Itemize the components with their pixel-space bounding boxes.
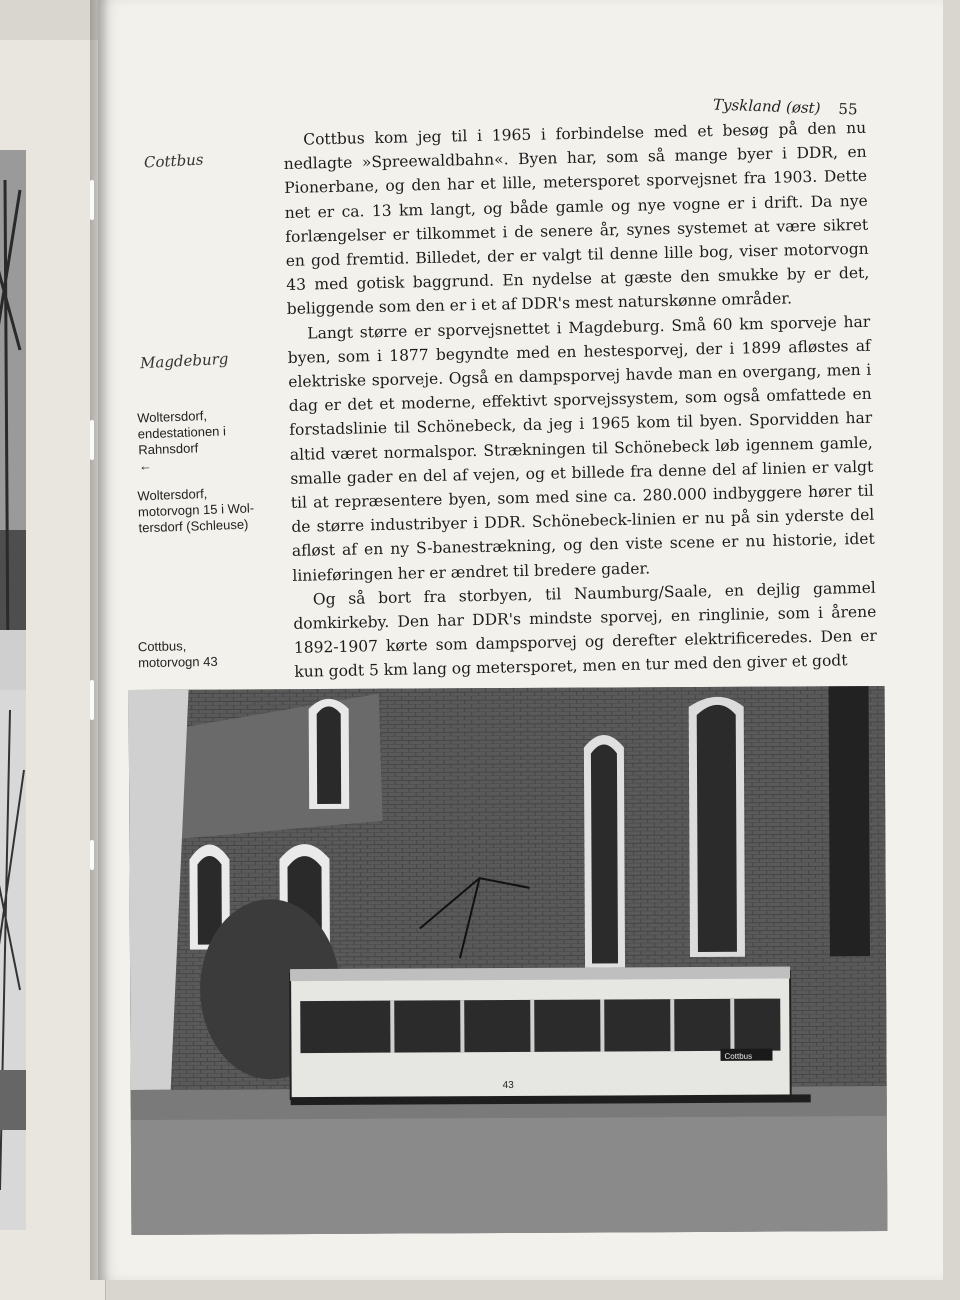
caption-woltersdorf-endestation: Woltersdorf, endestationen i Rahnsdorf ← — [136, 408, 227, 474]
margin-place-cottbus: Cottbus — [143, 150, 204, 172]
paragraph-naumburg: Og så bort fra storbyen, til Naumburg/Saale, en dejlig gammel domkirkeby. Den har DDR's mindste sporvej, en ringlinie, som i årene 1892-1907 kørte som dampsporvej og derefter elektrificeredes. Den er kun godt 5 km lang og metersporet, men en tur med den giver et godt — [293, 578, 877, 682]
tram-number: 43 — [502, 1079, 514, 1092]
left-photo-top — [0, 150, 26, 690]
margin-place-magdeburg: Magdeburg — [139, 349, 229, 373]
tram-destination-sign: Cottbus — [724, 1051, 753, 1061]
left-photo-bottom — [0, 690, 26, 1230]
caption-woltersdorf-motorvogn: Woltersdorf, motorvogn 15 i Wol- tersdorf (Schleuse) — [137, 486, 255, 536]
page-number: 55 — [838, 99, 858, 119]
binding-thread — [90, 840, 94, 870]
body-text — [283, 116, 878, 685]
caption-cottbus-motorvogn: Cottbus, motorvogn 43 — [137, 638, 218, 671]
running-header — [713, 95, 858, 118]
binding-thread — [90, 420, 94, 460]
header-title: Tyskland (øst) — [712, 95, 821, 118]
paragraph-magdeburg: Langt større er sporvejsnettet i Magdeburg. Små 60 km sporveje har byen, som i 1877 begyndte med en hestesporvej, der i 1899 afløstes af elektriske sporveje. Også en dampsporvej havde man en overgang, men i dag er det et moderne, effektivt sporvejssystem, som også omfattede en forstadslinie til Schönebeck, da jeg i 1965 kom til byen. Sporvidden har altid været normalspor. Strækningen til Schönebeck løb igennem gamle, smalle gader en del af vejen, og et billede fra denne del af linien er valgt til at repræsentere byen, som med sine ca. 280.000 indbyggere hører til de større industribyer i DDR. Schönebeck-linien er nu på sin yderste del afløst af en ny S-banestrækning, og den viste scene er nu historie, idet linieføringen her er ændret til bredere gader. — [287, 312, 875, 585]
binding-thread — [90, 680, 94, 720]
tram-photo — [129, 686, 888, 1235]
binding-thread — [90, 180, 94, 220]
paragraph-cottbus: Cottbus kom jeg til i 1965 i forbindelse med et besøg på den nu nedlagte »Spreewaldbahn«. Byen har, som så mange byer i DDR, en Pionerbane, og den har et lille, metersporet sporvejsnet fra 1903. Dette net er ca. 13 km langt, og både gamle og nye vogne er i drift. Da nye forlængelser er tilkommet i de senere år, synes systemet at være sikret en god fremtid. Billedet, der er valgt til denne lille bog, viser motorvogn 43 med gotisk baggrund. En nydelse at gæste den smukke by er det, beliggende som den er i et af DDR's mest naturskønne områder. — [283, 118, 870, 319]
